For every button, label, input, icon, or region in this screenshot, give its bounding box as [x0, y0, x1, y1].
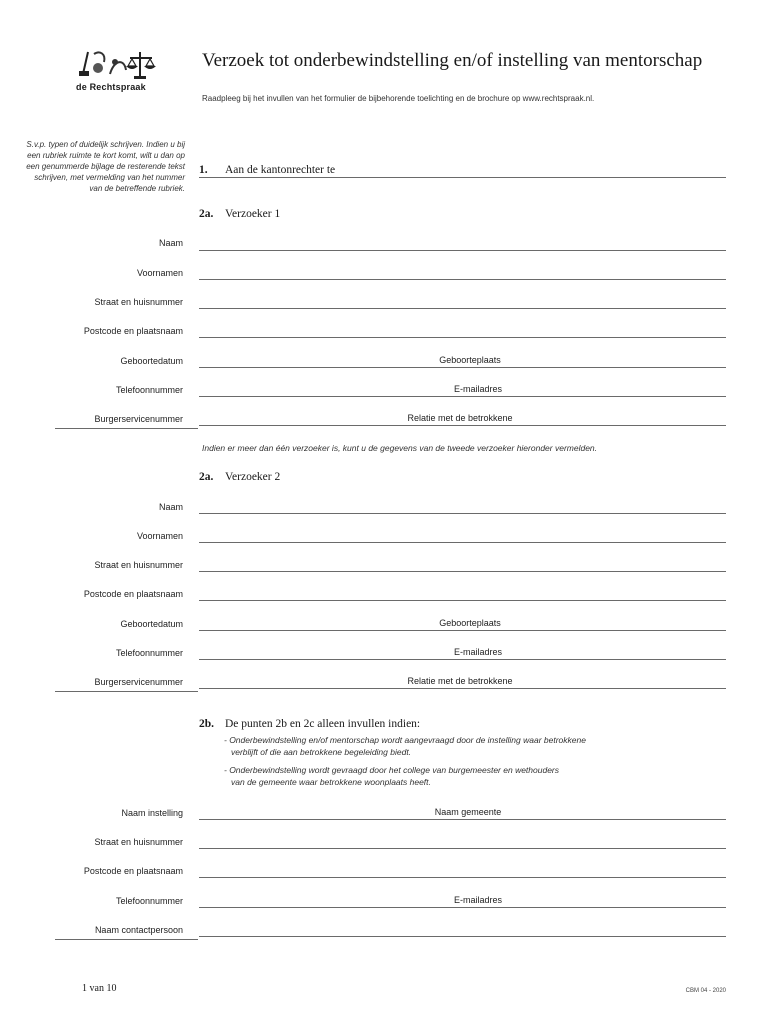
field-label-telefoon: Telefoonnummer [115, 896, 183, 906]
field-label-bsn: Burgerservicenummer [94, 677, 183, 687]
section-divider [55, 428, 198, 429]
section-divider [55, 939, 198, 940]
scales-of-justice-icon [70, 44, 160, 84]
section-divider [55, 691, 198, 692]
field-label-postcode: Postcode en plaatsnaam [83, 589, 183, 599]
field-label-telefoon: Telefoonnummer [115, 648, 183, 658]
condition-bullet-1-line-2: verblijft of die aan betrokkene begeleiding biedt. [231, 747, 412, 757]
telefoon-email-field[interactable] [199, 907, 726, 908]
field-label-email: E-mailadres [453, 895, 503, 905]
field-label-straat: Straat en huisnummer [94, 837, 183, 847]
field-label-telefoon: Telefoonnummer [115, 385, 183, 395]
field-label-naam: Naam [158, 502, 183, 512]
telefoon-email-field[interactable] [199, 396, 726, 397]
straat-field[interactable] [199, 308, 726, 309]
kantonrechter-field[interactable] [199, 177, 726, 178]
geboorte-field[interactable] [199, 367, 726, 368]
section-title: De punten 2b en 2c alleen invullen indien: [225, 718, 421, 730]
section-number: 2a. [199, 208, 214, 220]
field-label-email: E-mailadres [453, 384, 503, 394]
rechtspraak-logo [70, 44, 160, 96]
condition-bullet-2-line-1: - Onderbewindstelling wordt gevraagd door het college van burgemeester en wethouders [224, 765, 560, 775]
field-label-geboorteplaats: Geboorteplaats [439, 618, 501, 628]
section-title: Aan de kantonrechter te [225, 164, 336, 176]
straat-field[interactable] [199, 848, 726, 849]
page-number: 1 van 10 [82, 983, 117, 994]
field-label-relatie: Relatie met de betrokkene [407, 413, 513, 423]
section-title: Verzoeker 2 [225, 471, 281, 483]
field-label-voornamen: Voornamen [136, 531, 183, 541]
instelling-gemeente-field[interactable] [199, 819, 726, 820]
field-label-relatie: Relatie met de betrokkene [407, 676, 513, 686]
field-label-contactpersoon: Naam contactpersoon [94, 925, 183, 935]
field-label-email: E-mailadres [453, 647, 503, 657]
field-label-straat: Straat en huisnummer [94, 560, 183, 570]
field-label-geboortedatum: Geboortedatum [120, 619, 183, 629]
postcode-field[interactable] [199, 600, 726, 601]
field-label-postcode: Postcode en plaatsnaam [83, 326, 183, 336]
postcode-field[interactable] [199, 877, 726, 878]
straat-field[interactable] [199, 571, 726, 572]
field-label-voornamen: Voornamen [136, 268, 183, 278]
section-2b-heading [199, 718, 420, 730]
section-number: 2a. [199, 471, 214, 483]
field-label-postcode: Postcode en plaatsnaam [83, 866, 183, 876]
logo-text: de Rechtspraak [76, 82, 146, 92]
voornamen-field[interactable] [199, 279, 726, 280]
field-label-bsn: Burgerservicenummer [94, 414, 183, 424]
field-label-geboorteplaats: Geboorteplaats [439, 355, 501, 365]
naam-field[interactable] [199, 513, 726, 514]
verzoeker-1-heading [199, 208, 280, 220]
sidebar-instruction-note: S.v.p. typen of duidelijk schrijven. Indien u bij een rubriek ruimte te kort komt, wilt u dan op een genummerde bijlage de resterende tekst schrijven, met vermelding van het nummer van de betreffende rubriek. [26, 140, 185, 193]
naam-field[interactable] [199, 250, 726, 251]
contactpersoon-field[interactable] [199, 936, 726, 937]
field-label-naam: Naam [158, 238, 183, 248]
page-subtitle: Raadpleeg bij het invullen van het formulier de bijbehorende toelichting en de brochure op www.rechtspraak.nl. [202, 94, 595, 103]
condition-bullet-1-line-1: - Onderbewindstelling en/of mentorschap wordt aangevraagd door de instelling waar betrokkene [224, 735, 586, 745]
section-number: 1. [199, 164, 208, 176]
verzoeker-2-heading [199, 471, 280, 483]
section-number: 2b. [199, 718, 215, 730]
field-label-naam-instelling: Naam instelling [121, 808, 183, 818]
field-label-geboortedatum: Geboortedatum [120, 356, 183, 366]
section-1-heading [199, 164, 335, 176]
bsn-relatie-field[interactable] [199, 688, 726, 689]
section-title: Verzoeker 1 [225, 208, 281, 220]
telefoon-email-field[interactable] [199, 659, 726, 660]
postcode-field[interactable] [199, 337, 726, 338]
voornamen-field[interactable] [199, 542, 726, 543]
condition-bullet-2-line-2: van de gemeente waar betrokkene woonplaats heeft. [231, 777, 431, 787]
bsn-relatie-field[interactable] [199, 425, 726, 426]
verzoeker-note: Indien er meer dan één verzoeker is, kunt u de gegevens van de tweede verzoeker hieronder vermelden. [202, 443, 598, 453]
field-label-straat: Straat en huisnummer [94, 297, 183, 307]
form-code: CBM 04 - 2020 [685, 988, 726, 994]
page-title: Verzoek tot onderbewindstelling en/of instelling van mentorschap [202, 50, 703, 71]
field-label-naam-gemeente: Naam gemeente [434, 807, 502, 817]
geboorte-field[interactable] [199, 630, 726, 631]
